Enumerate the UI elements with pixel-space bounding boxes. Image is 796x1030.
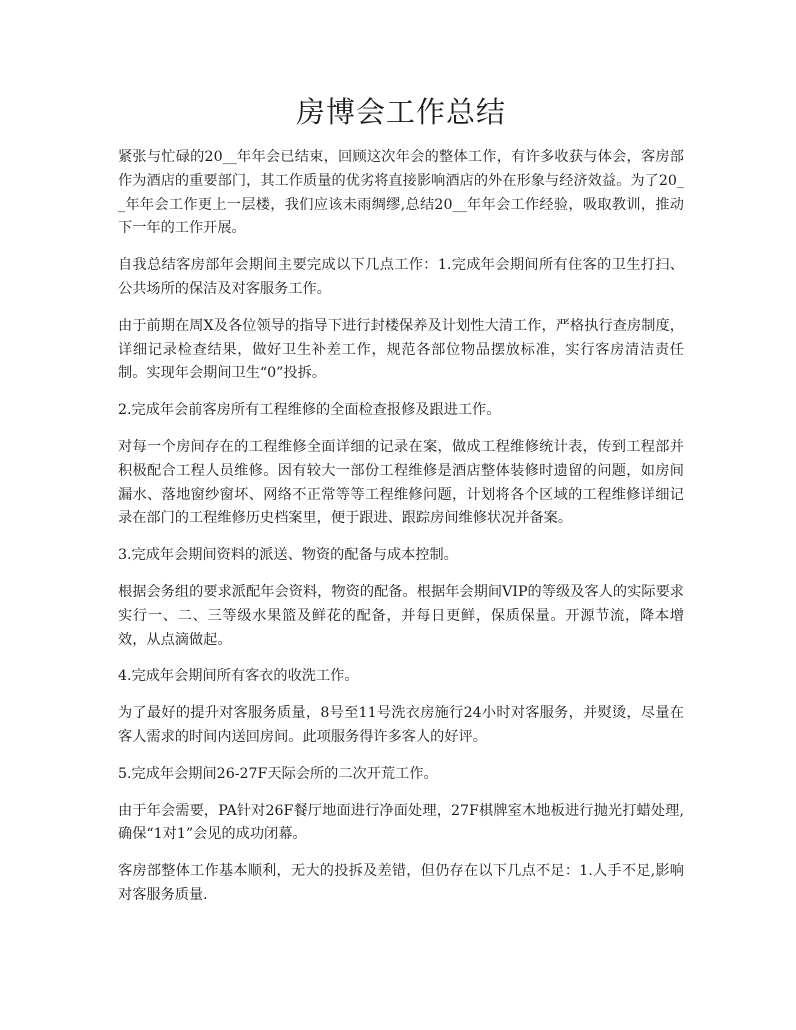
paragraph-11: 由于年会需要，PA针对26F餐厅地面进行净面处理，27F棋牌室木地板进行抛光打蜡处理,确保“1对1”会见的成功闭幕。: [118, 802, 684, 843]
paragraph-2: 自我总结客房部年会期间主要完成以下几点工作：1.完成年会期间所有住客的卫生打扫、公共场所的保洁及对客服务工作。: [118, 257, 684, 297]
document-page: [118, 0, 684, 921]
paragraph-1: 紧张与忙碌的20__年年会已结束，回顾这次年会的整体工作，有许多收获与体会，客房部作为酒店的重要部门，其工作质量的优劣将直接影响酒店的外在形象与经济效益。为了20__年年会工作更上一层楼，我们应该未雨绸缪,总结20__年年会工作经验，吸取教训，推动下一年的工作开展。: [118, 149, 684, 237]
paragraph-6: 3.完成年会期间资料的派送、物资的配备与成本控制。: [118, 547, 458, 564]
paragraph-5: 对每一个房间存在的工程维修全面详细的记录在案，做成工程维修统计表，传到工程部并积极配合工程人员维修。因有较大一部份工程维修是酒店整体装修时遗留的问题，如房间漏水、落地窗纱窗坏、网络不正常等等工程维修问题，计划将各个区域的工程维修详细记录在部门的工程维修历史档案里，便于跟进、跟踪房间维修状况并备案。: [118, 438, 684, 527]
paragraph-4: 2.完成年会前客房所有工程维修的全面检查报修及跟进工作。: [118, 402, 501, 419]
paragraph-3: 由于前期在周X及各位领导的指导下进行封楼保养及计划性大清工作，严格执行查房制度，详细记录检查结果，做好卫生补差工作，规范各部位物品摆放标准，实行客房清洁责任制。实现年会期间卫生“0”投拆。: [118, 317, 684, 382]
document-body: [118, 146, 684, 908]
document-title: 房博会工作总结: [295, 95, 506, 129]
paragraph-7: 根据会务组的要求派配年会资料，物资的配备。根据年会期间VIP的等级及客人的实际要求实行一、二、三等级水果篮及鲜花的配备，并每日更鲜，保质保量。开源节流，降本增效，从点滴做起。: [118, 583, 684, 648]
paragraph-8: 4.完成年会期间所有客衣的收洗工作。: [118, 668, 359, 685]
paragraph-12: 客房部整体工作基本顺利，无大的投拆及差错，但仍存在以下几点不足：1.人手不足,影响对客服务质量.: [118, 863, 684, 903]
paragraph-10: 5.完成年会期间26-27F天际会所的二次开荒工作。: [118, 765, 438, 782]
paragraph-9: 为了最好的提升对客服务质量，8号至11号洗衣房施行24小时对客服务，并熨烫，尽量在客人需求的时间内送回房间。此项服务得许多客人的好评。: [118, 705, 684, 745]
